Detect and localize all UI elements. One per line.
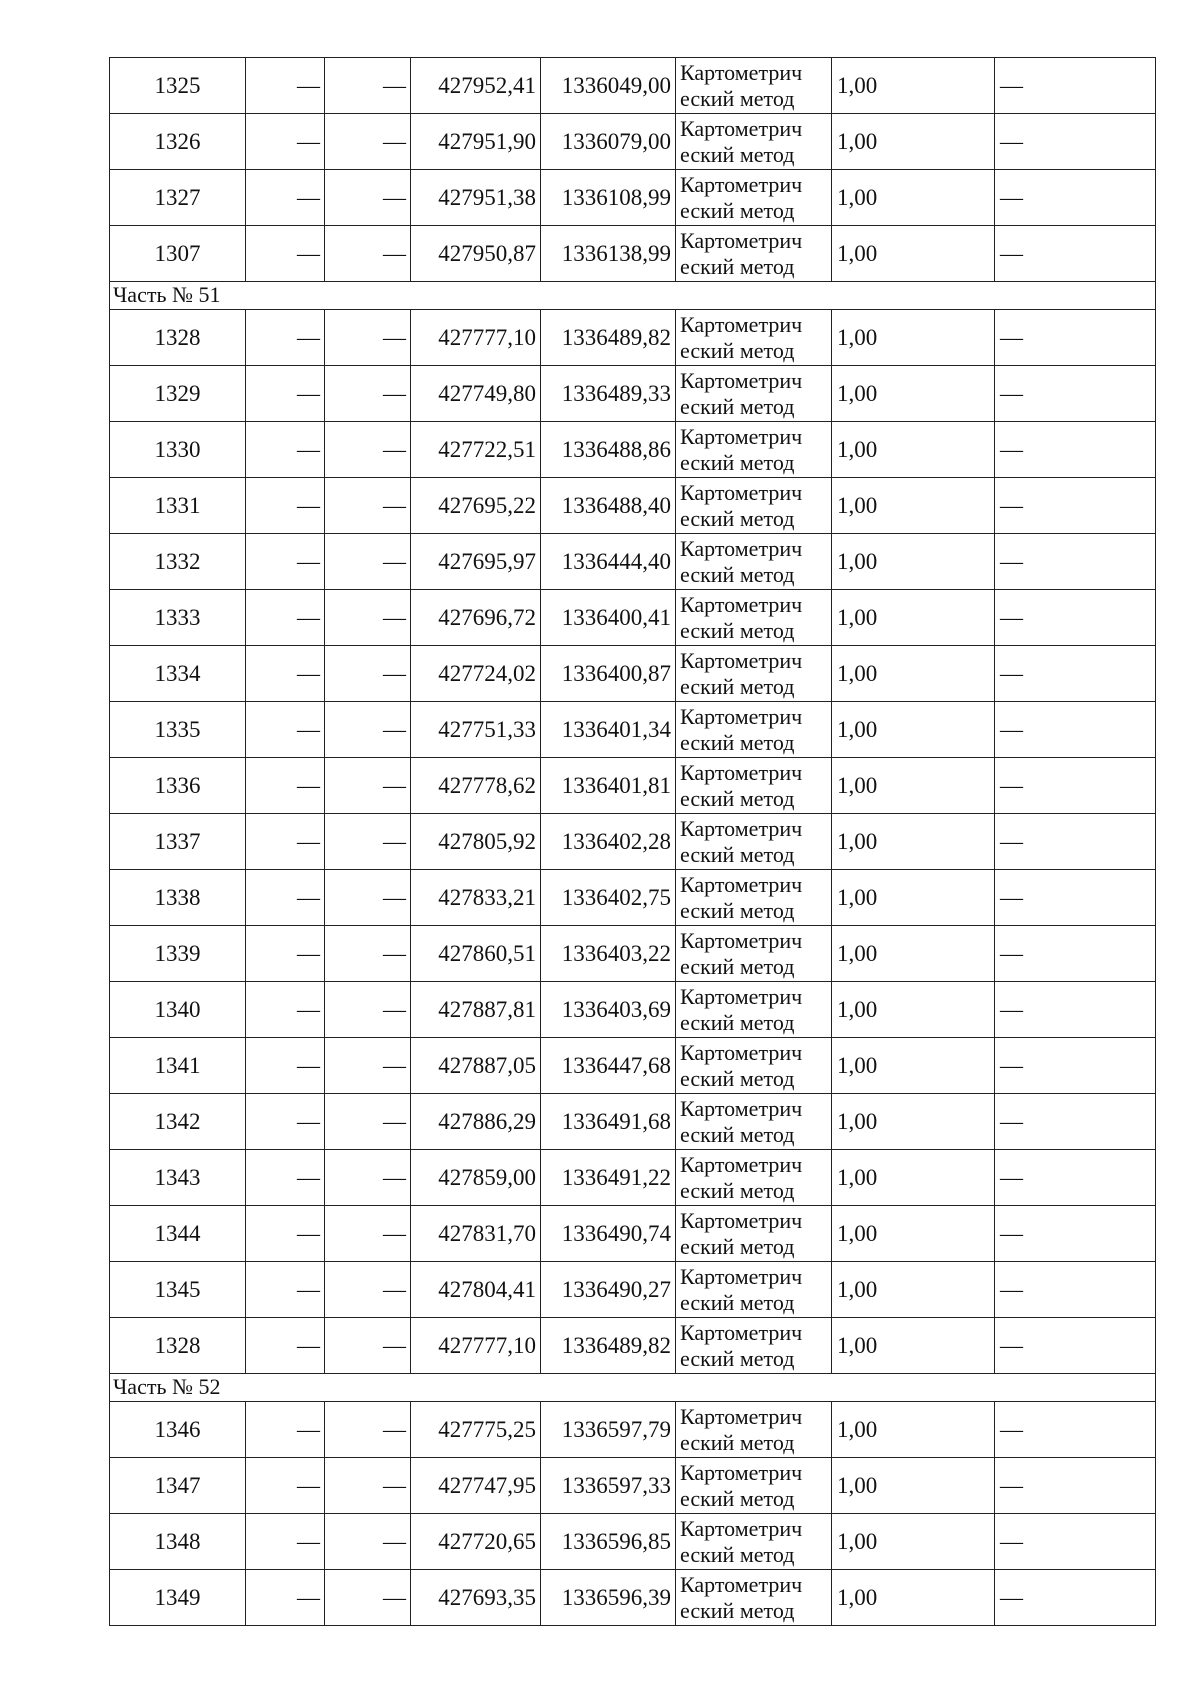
table-row bbox=[110, 926, 1156, 982]
method-cell: Картометрич еский метод bbox=[676, 926, 832, 982]
dash-cell-2: — bbox=[325, 1458, 411, 1514]
method-cell: Картометрич еский метод bbox=[676, 226, 832, 282]
coordinate-x-cell: 427805,92 bbox=[411, 814, 541, 870]
dash-cell-2: — bbox=[325, 1262, 411, 1318]
point-number-cell: 1336 bbox=[110, 758, 246, 814]
dash-cell-3: — bbox=[995, 1262, 1156, 1318]
point-number-cell: 1339 bbox=[110, 926, 246, 982]
coordinate-x-cell: 427747,95 bbox=[411, 1458, 541, 1514]
accuracy-cell: 1,00 bbox=[832, 1402, 995, 1458]
coordinate-y-cell: 1336402,75 bbox=[541, 870, 676, 926]
dash-cell-1: — bbox=[246, 58, 325, 114]
dash-cell-2: — bbox=[325, 1570, 411, 1626]
accuracy-cell: 1,00 bbox=[832, 114, 995, 170]
coordinate-y-cell: 1336402,28 bbox=[541, 814, 676, 870]
coordinate-y-cell: 1336400,41 bbox=[541, 590, 676, 646]
coordinate-y-cell: 1336490,74 bbox=[541, 1206, 676, 1262]
table-row bbox=[110, 534, 1156, 590]
dash-cell-3: — bbox=[995, 114, 1156, 170]
coordinate-y-cell: 1336597,79 bbox=[541, 1402, 676, 1458]
dash-cell-1: — bbox=[246, 982, 325, 1038]
accuracy-cell: 1,00 bbox=[832, 1514, 995, 1570]
accuracy-cell: 1,00 bbox=[832, 702, 995, 758]
accuracy-cell: 1,00 bbox=[832, 1318, 995, 1374]
dash-cell-1: — bbox=[246, 1206, 325, 1262]
method-cell: Картометрич еский метод bbox=[676, 870, 832, 926]
method-cell: Картометрич еский метод bbox=[676, 1094, 832, 1150]
coordinate-x-cell: 427720,65 bbox=[411, 1514, 541, 1570]
coordinate-y-cell: 1336597,33 bbox=[541, 1458, 676, 1514]
coordinate-x-cell: 427951,38 bbox=[411, 170, 541, 226]
coordinate-x-cell: 427833,21 bbox=[411, 870, 541, 926]
coordinate-y-cell: 1336596,85 bbox=[541, 1514, 676, 1570]
dash-cell-2: — bbox=[325, 1402, 411, 1458]
point-number-cell: 1344 bbox=[110, 1206, 246, 1262]
coordinate-y-cell: 1336488,86 bbox=[541, 422, 676, 478]
dash-cell-2: — bbox=[325, 758, 411, 814]
coordinate-y-cell: 1336401,34 bbox=[541, 702, 676, 758]
accuracy-cell: 1,00 bbox=[832, 1458, 995, 1514]
method-cell: Картометрич еский метод bbox=[676, 814, 832, 870]
coordinate-y-cell: 1336489,82 bbox=[541, 1318, 676, 1374]
dash-cell-3: — bbox=[995, 1570, 1156, 1626]
coordinate-x-cell: 427831,70 bbox=[411, 1206, 541, 1262]
dash-cell-1: — bbox=[246, 1458, 325, 1514]
table-row bbox=[110, 702, 1156, 758]
table-row bbox=[110, 1402, 1156, 1458]
coordinates-table bbox=[109, 57, 1156, 1626]
point-number-cell: 1327 bbox=[110, 170, 246, 226]
dash-cell-1: — bbox=[246, 702, 325, 758]
dash-cell-2: — bbox=[325, 1514, 411, 1570]
dash-cell-1: — bbox=[246, 1262, 325, 1318]
table-row bbox=[110, 478, 1156, 534]
method-cell: Картометрич еский метод bbox=[676, 170, 832, 226]
point-number-cell: 1329 bbox=[110, 366, 246, 422]
method-cell: Картометрич еский метод bbox=[676, 1318, 832, 1374]
point-number-cell: 1334 bbox=[110, 646, 246, 702]
dash-cell-3: — bbox=[995, 1206, 1156, 1262]
coordinate-x-cell: 427950,87 bbox=[411, 226, 541, 282]
method-cell: Картометрич еский метод bbox=[676, 114, 832, 170]
coordinate-y-cell: 1336108,99 bbox=[541, 170, 676, 226]
method-cell: Картометрич еский метод bbox=[676, 1038, 832, 1094]
coordinate-x-cell: 427722,51 bbox=[411, 422, 541, 478]
dash-cell-3: — bbox=[995, 1150, 1156, 1206]
dash-cell-1: — bbox=[246, 646, 325, 702]
accuracy-cell: 1,00 bbox=[832, 1262, 995, 1318]
part-header-row bbox=[110, 282, 1156, 310]
point-number-cell: 1345 bbox=[110, 1262, 246, 1318]
table-row bbox=[110, 170, 1156, 226]
dash-cell-2: — bbox=[325, 478, 411, 534]
coordinate-y-cell: 1336403,22 bbox=[541, 926, 676, 982]
dash-cell-1: — bbox=[246, 590, 325, 646]
dash-cell-1: — bbox=[246, 422, 325, 478]
dash-cell-3: — bbox=[995, 1514, 1156, 1570]
point-number-cell: 1325 bbox=[110, 58, 246, 114]
coordinate-x-cell: 427695,22 bbox=[411, 478, 541, 534]
dash-cell-3: — bbox=[995, 758, 1156, 814]
accuracy-cell: 1,00 bbox=[832, 478, 995, 534]
point-number-cell: 1340 bbox=[110, 982, 246, 1038]
coordinate-y-cell: 1336447,68 bbox=[541, 1038, 676, 1094]
dash-cell-1: — bbox=[246, 170, 325, 226]
accuracy-cell: 1,00 bbox=[832, 814, 995, 870]
method-cell: Картометрич еский метод bbox=[676, 534, 832, 590]
dash-cell-2: — bbox=[325, 1094, 411, 1150]
table-row bbox=[110, 58, 1156, 114]
dash-cell-3: — bbox=[995, 1458, 1156, 1514]
coordinate-y-cell: 1336489,33 bbox=[541, 366, 676, 422]
point-number-cell: 1343 bbox=[110, 1150, 246, 1206]
dash-cell-1: — bbox=[246, 1318, 325, 1374]
dash-cell-1: — bbox=[246, 814, 325, 870]
coordinate-x-cell: 427693,35 bbox=[411, 1570, 541, 1626]
table-row bbox=[110, 1150, 1156, 1206]
dash-cell-1: — bbox=[246, 478, 325, 534]
table-row bbox=[110, 982, 1156, 1038]
dash-cell-1: — bbox=[246, 1150, 325, 1206]
accuracy-cell: 1,00 bbox=[832, 1038, 995, 1094]
dash-cell-3: — bbox=[995, 478, 1156, 534]
dash-cell-3: — bbox=[995, 1038, 1156, 1094]
coordinate-x-cell: 427860,51 bbox=[411, 926, 541, 982]
accuracy-cell: 1,00 bbox=[832, 366, 995, 422]
method-cell: Картометрич еский метод bbox=[676, 702, 832, 758]
table-row bbox=[110, 422, 1156, 478]
dash-cell-1: — bbox=[246, 1514, 325, 1570]
point-number-cell: 1333 bbox=[110, 590, 246, 646]
dash-cell-3: — bbox=[995, 982, 1156, 1038]
dash-cell-2: — bbox=[325, 114, 411, 170]
dash-cell-2: — bbox=[325, 590, 411, 646]
dash-cell-2: — bbox=[325, 366, 411, 422]
dash-cell-3: — bbox=[995, 870, 1156, 926]
accuracy-cell: 1,00 bbox=[832, 226, 995, 282]
point-number-cell: 1349 bbox=[110, 1570, 246, 1626]
dash-cell-1: — bbox=[246, 114, 325, 170]
accuracy-cell: 1,00 bbox=[832, 646, 995, 702]
coordinate-y-cell: 1336596,39 bbox=[541, 1570, 676, 1626]
dash-cell-3: — bbox=[995, 1094, 1156, 1150]
part-label: Часть № 52 bbox=[110, 1374, 1156, 1402]
coordinate-x-cell: 427887,05 bbox=[411, 1038, 541, 1094]
coordinate-y-cell: 1336444,40 bbox=[541, 534, 676, 590]
method-cell: Картометрич еский метод bbox=[676, 982, 832, 1038]
accuracy-cell: 1,00 bbox=[832, 170, 995, 226]
accuracy-cell: 1,00 bbox=[832, 310, 995, 366]
dash-cell-3: — bbox=[995, 926, 1156, 982]
method-cell: Картометрич еский метод bbox=[676, 758, 832, 814]
table-row bbox=[110, 226, 1156, 282]
point-number-cell: 1307 bbox=[110, 226, 246, 282]
accuracy-cell: 1,00 bbox=[832, 534, 995, 590]
table-body bbox=[110, 58, 1156, 1626]
coordinate-y-cell: 1336403,69 bbox=[541, 982, 676, 1038]
point-number-cell: 1335 bbox=[110, 702, 246, 758]
table-row bbox=[110, 758, 1156, 814]
coordinate-x-cell: 427724,02 bbox=[411, 646, 541, 702]
accuracy-cell: 1,00 bbox=[832, 590, 995, 646]
accuracy-cell: 1,00 bbox=[832, 1206, 995, 1262]
table-row bbox=[110, 1206, 1156, 1262]
dash-cell-2: — bbox=[325, 982, 411, 1038]
table-row bbox=[110, 1038, 1156, 1094]
coordinate-y-cell: 1336491,22 bbox=[541, 1150, 676, 1206]
dash-cell-2: — bbox=[325, 926, 411, 982]
dash-cell-1: — bbox=[246, 366, 325, 422]
point-number-cell: 1348 bbox=[110, 1514, 246, 1570]
dash-cell-3: — bbox=[995, 170, 1156, 226]
coordinate-x-cell: 427696,72 bbox=[411, 590, 541, 646]
dash-cell-3: — bbox=[995, 646, 1156, 702]
coordinate-y-cell: 1336400,87 bbox=[541, 646, 676, 702]
accuracy-cell: 1,00 bbox=[832, 982, 995, 1038]
dash-cell-1: — bbox=[246, 926, 325, 982]
point-number-cell: 1347 bbox=[110, 1458, 246, 1514]
point-number-cell: 1341 bbox=[110, 1038, 246, 1094]
coordinate-x-cell: 427751,33 bbox=[411, 702, 541, 758]
coordinate-y-cell: 1336491,68 bbox=[541, 1094, 676, 1150]
coordinate-x-cell: 427749,80 bbox=[411, 366, 541, 422]
dash-cell-1: — bbox=[246, 870, 325, 926]
dash-cell-3: — bbox=[995, 310, 1156, 366]
coordinate-y-cell: 1336488,40 bbox=[541, 478, 676, 534]
coordinate-y-cell: 1336489,82 bbox=[541, 310, 676, 366]
coordinate-y-cell: 1336049,00 bbox=[541, 58, 676, 114]
accuracy-cell: 1,00 bbox=[832, 926, 995, 982]
table-row bbox=[110, 1458, 1156, 1514]
coordinate-x-cell: 427695,97 bbox=[411, 534, 541, 590]
method-cell: Картометрич еский метод bbox=[676, 1206, 832, 1262]
point-number-cell: 1337 bbox=[110, 814, 246, 870]
method-cell: Картометрич еский метод bbox=[676, 590, 832, 646]
point-number-cell: 1332 bbox=[110, 534, 246, 590]
dash-cell-2: — bbox=[325, 58, 411, 114]
table-row bbox=[110, 1318, 1156, 1374]
point-number-cell: 1330 bbox=[110, 422, 246, 478]
dash-cell-3: — bbox=[995, 422, 1156, 478]
point-number-cell: 1338 bbox=[110, 870, 246, 926]
coordinate-x-cell: 427775,25 bbox=[411, 1402, 541, 1458]
point-number-cell: 1328 bbox=[110, 1318, 246, 1374]
point-number-cell: 1331 bbox=[110, 478, 246, 534]
method-cell: Картометрич еский метод bbox=[676, 478, 832, 534]
dash-cell-2: — bbox=[325, 534, 411, 590]
accuracy-cell: 1,00 bbox=[832, 758, 995, 814]
dash-cell-3: — bbox=[995, 1318, 1156, 1374]
table-row bbox=[110, 814, 1156, 870]
point-number-cell: 1346 bbox=[110, 1402, 246, 1458]
dash-cell-1: — bbox=[246, 534, 325, 590]
coordinate-x-cell: 427778,62 bbox=[411, 758, 541, 814]
coordinate-y-cell: 1336401,81 bbox=[541, 758, 676, 814]
table-row bbox=[110, 310, 1156, 366]
method-cell: Картометрич еский метод bbox=[676, 310, 832, 366]
dash-cell-2: — bbox=[325, 702, 411, 758]
table-row bbox=[110, 1514, 1156, 1570]
method-cell: Картометрич еский метод bbox=[676, 1514, 832, 1570]
accuracy-cell: 1,00 bbox=[832, 870, 995, 926]
accuracy-cell: 1,00 bbox=[832, 58, 995, 114]
accuracy-cell: 1,00 bbox=[832, 1150, 995, 1206]
table-row bbox=[110, 646, 1156, 702]
dash-cell-2: — bbox=[325, 422, 411, 478]
table-row bbox=[110, 366, 1156, 422]
point-number-cell: 1326 bbox=[110, 114, 246, 170]
dash-cell-3: — bbox=[995, 226, 1156, 282]
point-number-cell: 1328 bbox=[110, 310, 246, 366]
dash-cell-2: — bbox=[325, 1150, 411, 1206]
part-label: Часть № 51 bbox=[110, 282, 1156, 310]
dash-cell-2: — bbox=[325, 170, 411, 226]
coordinate-x-cell: 427777,10 bbox=[411, 1318, 541, 1374]
table-row bbox=[110, 1570, 1156, 1626]
dash-cell-1: — bbox=[246, 1570, 325, 1626]
dash-cell-2: — bbox=[325, 310, 411, 366]
dash-cell-3: — bbox=[995, 1402, 1156, 1458]
method-cell: Картометрич еский метод bbox=[676, 646, 832, 702]
table-row bbox=[110, 114, 1156, 170]
method-cell: Картометрич еский метод bbox=[676, 58, 832, 114]
dash-cell-3: — bbox=[995, 58, 1156, 114]
dash-cell-2: — bbox=[325, 1318, 411, 1374]
dash-cell-2: — bbox=[325, 646, 411, 702]
method-cell: Картометрич еский метод bbox=[676, 1262, 832, 1318]
dash-cell-3: — bbox=[995, 590, 1156, 646]
coordinate-y-cell: 1336079,00 bbox=[541, 114, 676, 170]
part-header-row bbox=[110, 1374, 1156, 1402]
dash-cell-1: — bbox=[246, 1402, 325, 1458]
accuracy-cell: 1,00 bbox=[832, 422, 995, 478]
table-row bbox=[110, 1262, 1156, 1318]
coordinate-x-cell: 427886,29 bbox=[411, 1094, 541, 1150]
point-number-cell: 1342 bbox=[110, 1094, 246, 1150]
method-cell: Картометрич еский метод bbox=[676, 422, 832, 478]
table-row bbox=[110, 590, 1156, 646]
dash-cell-2: — bbox=[325, 1038, 411, 1094]
dash-cell-2: — bbox=[325, 1206, 411, 1262]
coordinate-x-cell: 427859,00 bbox=[411, 1150, 541, 1206]
dash-cell-1: — bbox=[246, 226, 325, 282]
dash-cell-1: — bbox=[246, 1038, 325, 1094]
coordinate-x-cell: 427952,41 bbox=[411, 58, 541, 114]
accuracy-cell: 1,00 bbox=[832, 1570, 995, 1626]
coordinate-x-cell: 427804,41 bbox=[411, 1262, 541, 1318]
dash-cell-2: — bbox=[325, 226, 411, 282]
dash-cell-1: — bbox=[246, 1094, 325, 1150]
table-row bbox=[110, 870, 1156, 926]
dash-cell-3: — bbox=[995, 702, 1156, 758]
accuracy-cell: 1,00 bbox=[832, 1094, 995, 1150]
method-cell: Картометрич еский метод bbox=[676, 1570, 832, 1626]
method-cell: Картометрич еский метод bbox=[676, 366, 832, 422]
dash-cell-1: — bbox=[246, 310, 325, 366]
dash-cell-3: — bbox=[995, 814, 1156, 870]
dash-cell-1: — bbox=[246, 758, 325, 814]
coordinate-y-cell: 1336138,99 bbox=[541, 226, 676, 282]
dash-cell-3: — bbox=[995, 366, 1156, 422]
dash-cell-2: — bbox=[325, 814, 411, 870]
dash-cell-2: — bbox=[325, 870, 411, 926]
coordinate-x-cell: 427777,10 bbox=[411, 310, 541, 366]
method-cell: Картометрич еский метод bbox=[676, 1458, 832, 1514]
coordinate-x-cell: 427887,81 bbox=[411, 982, 541, 1038]
method-cell: Картометрич еский метод bbox=[676, 1150, 832, 1206]
coordinate-x-cell: 427951,90 bbox=[411, 114, 541, 170]
table-row bbox=[110, 1094, 1156, 1150]
method-cell: Картометрич еский метод bbox=[676, 1402, 832, 1458]
dash-cell-3: — bbox=[995, 534, 1156, 590]
coordinate-y-cell: 1336490,27 bbox=[541, 1262, 676, 1318]
